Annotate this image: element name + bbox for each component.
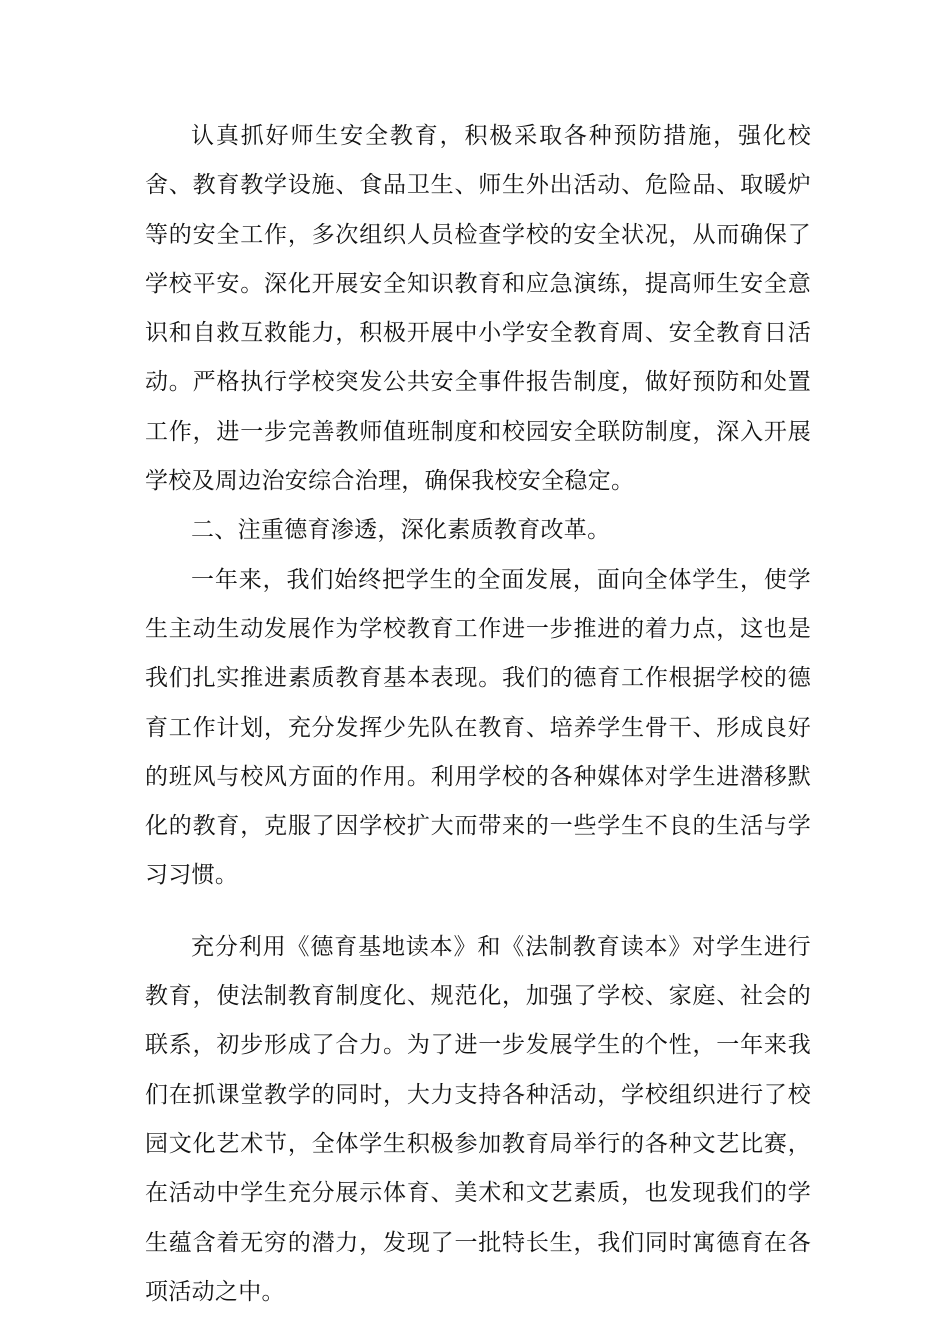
- section-heading-moral-education: 二、注重德育渗透，深化素质教育改革。: [191, 517, 611, 544]
- paragraph-safety-education: 认真抓好师生安全教育，积极采取各种预防措施，强化校舍、教育教学设施、食品卫生、师生外出活动、危险品、取暖炉等的安全工作，多次组织人员检查学校的安全状况，从而确保了学校平安。深化开展安全知识教育和应急演练，提高师生安全意识和自救互救能力，积极开展中小学安全教育周、安全教育日活动。严格执行学校突发公共安全事件报告制度，做好预防和处置工作，进一步完善教师值班制度和校园安全联防制度，深入开展学校及周边治安综合治理，确保我校安全稳定。: [145, 123, 811, 495]
- paragraph-moral-education: 一年来，我们始终把学生的全面发展，面向全体学生，使学生主动生动发展作为学校教育工作进一步推进的着力点，这也是我们扎实推进素质教育基本表现。我们的德育工作根据学校的德育工作计划，充分发挥少先队在教育、培养学生骨干、形成良好的班风与校风方面的作用。利用学校的各种媒体对学生进潜移默化的教育，克服了因学校扩大而带来的一些学生不良的生活与学习习惯。: [145, 566, 811, 889]
- paragraph-legal-education: 充分利用《德育基地读本》和《法制教育读本》对学生进行教育，使法制教育制度化、规范化，加强了学校、家庭、社会的联系，初步形成了合力。为了进一步发展学生的个性，一年来我们在抓课堂教学的同时，大力支持各种活动，学校组织进行了校园文化艺术节，全体学生积极参加教育局举行的各种文艺比赛，在活动中学生充分展示体育、美术和文艺素质，也发现我们的学生蕴含着无穷的潜力，发现了一批特长生，我们同时寓德育在各项活动之中。: [145, 933, 811, 1305]
- document-body: [145, 112, 811, 1317]
